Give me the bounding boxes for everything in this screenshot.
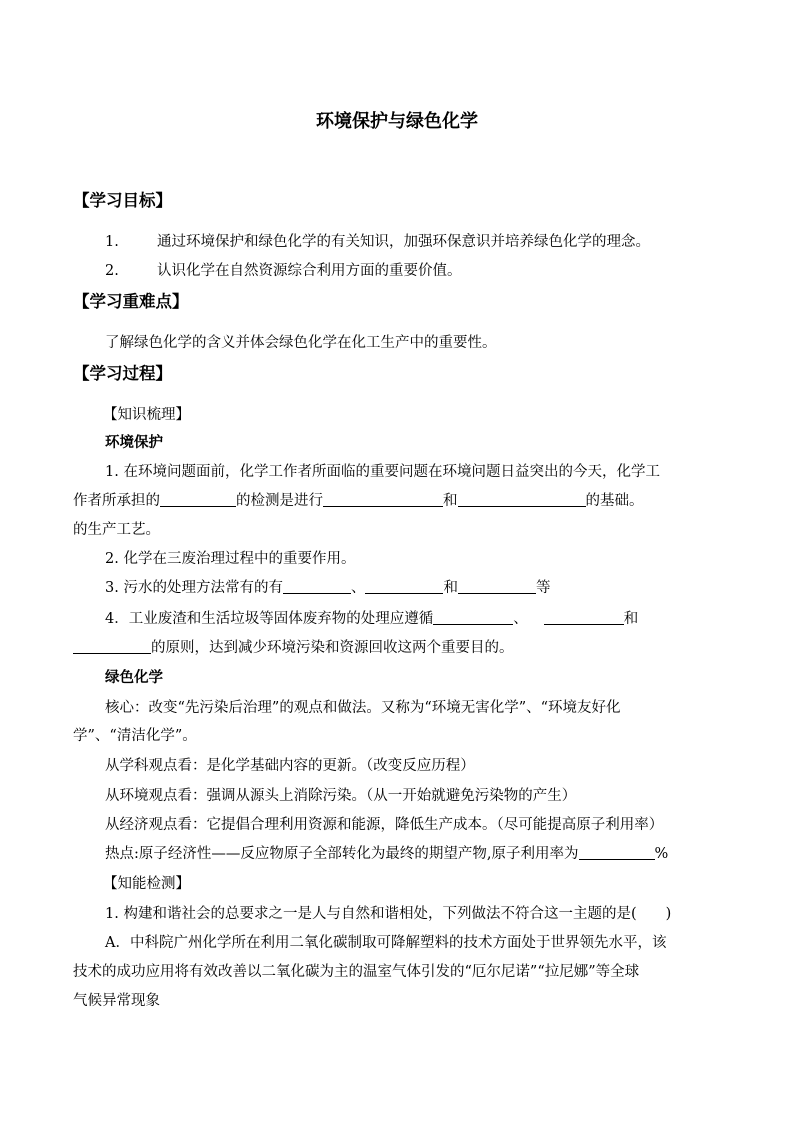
check-label: 【知能检测】 [103, 876, 190, 892]
goal-item [105, 232, 650, 252]
answer-blank[interactable] [160, 491, 236, 507]
option-a-line-1: A．中科院广州化学所在利用二氧化碳制取可降解塑料的技术方面处于世界领先水平，该 [105, 935, 667, 951]
page-title: 环境保护与绿色化学 [316, 111, 478, 132]
keypoints-heading: 【学习重难点】 [73, 292, 189, 311]
answer-blank[interactable] [544, 609, 624, 625]
env-section-title: 环境保护 [105, 435, 163, 451]
answer-blank[interactable] [323, 491, 443, 507]
goals-heading: 【学习目标】 [73, 191, 172, 210]
keypoints-text: 了解绿色化学的含义并体会绿色化学在化工生产中的重要性。 [105, 335, 497, 351]
paragraph-2: 2. 化学在三废治理过程中的重要作用。 [105, 551, 356, 567]
paragraph-4a: 4．工业废渣和生活垃圾等固体废弃物的处理应遵循 、 和 [105, 611, 639, 627]
hotspot-line: 热点:原子经济性——反应物原子全部转化为最终的期望产物,原子利用率为 % [105, 846, 669, 862]
discipline-view: 从学科观点看：是化学基础内容的更新。（改变反应历程） [105, 758, 475, 774]
green-section-title: 绿色化学 [105, 670, 163, 686]
answer-blank[interactable] [283, 578, 351, 594]
paragraph-3: 3. 污水的处理方法常有的有 、 和 等 [105, 580, 551, 596]
paragraph-1b: 作者所承担的 的检测是进行 和 的基础。 [73, 493, 644, 509]
answer-blank[interactable] [458, 491, 586, 507]
option-a-line-2: 技术的成功应用将有效改善以二氧化碳为主的温室气体引发的“厄尔尼诺”“拉尼娜”等全球 [73, 964, 640, 980]
environment-view: 从环境观点看：强调从源头上消除污染。（从一开始就避免污染物的产生） [105, 788, 577, 804]
goal-number: 2. [105, 263, 119, 279]
core-line-1: 核心：改变“先污染后治理”的观点和做法。又称为“环境无害化学”、“环境友好化 [105, 700, 621, 716]
answer-blank[interactable] [458, 578, 536, 594]
paragraph-1c: 的生产工艺。 [73, 522, 160, 538]
answer-blank[interactable] [365, 578, 443, 594]
answer-blank[interactable] [579, 844, 655, 860]
answer-blank[interactable] [433, 609, 513, 625]
goal-number: 1. [105, 234, 119, 250]
economic-view: 从经济观点看：它提倡合理利用资源和能源，降低生产成本。（尽可能提高原子利用率） [105, 817, 664, 833]
question-1: 1. 构建和谐社会的总要求之一是人与自然和谐相处，下列做法不符合这一主题的是( ) [105, 906, 672, 922]
process-heading: 【学习过程】 [73, 364, 172, 383]
answer-blank[interactable] [73, 638, 151, 654]
paragraph-4b: 的原则，达到减少环境污染和资源回收这两个重要目的。 [73, 638, 514, 658]
option-a-line-3: 气候异常现象 [73, 993, 160, 1009]
goal-text: 通过环境保护和绿色化学的有关知识，加强环保意识并培养绿色化学的理念。 [157, 234, 650, 250]
goal-text: 认识化学在自然资源综合利用方面的重要价值。 [157, 263, 462, 279]
review-label: 【知识梳理】 [103, 407, 190, 423]
core-line-2: 学”、“清洁化学”。 [73, 728, 197, 744]
goal-item [105, 261, 462, 281]
paragraph-1a: 1. 在环境问题面前，化学工作者所面临的重要问题在环境问题日益突出的今天，化学工 [105, 464, 660, 480]
